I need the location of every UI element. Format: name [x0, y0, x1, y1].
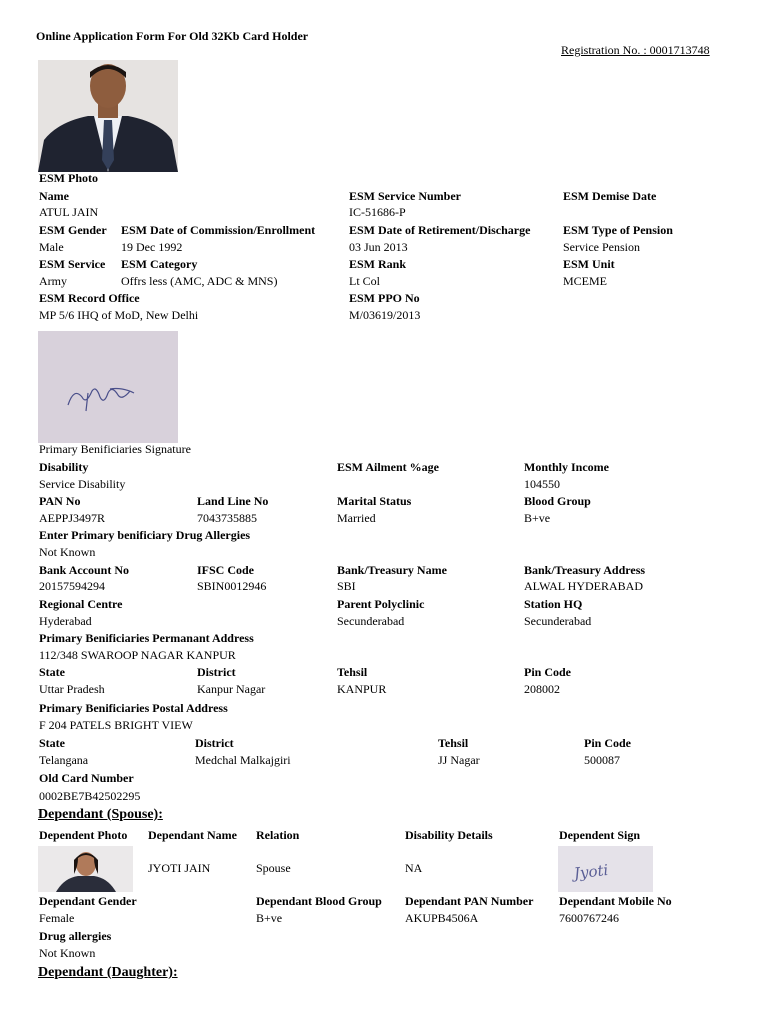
perm-state-label: State	[39, 665, 65, 679]
postal-state-label: State	[39, 736, 65, 750]
pan-value: AEPPJ3497R	[39, 511, 106, 525]
postal-address-label: Primary Benificiaries Postal Address	[39, 701, 228, 715]
dependent-photo-label: Dependent Photo	[39, 828, 128, 842]
ppo-no-value: M/03619/2013	[349, 308, 421, 322]
relation-value: Spouse	[256, 861, 291, 875]
perm-pin-value: 208002	[524, 682, 560, 696]
old-card-value: 0002BE7B42502295	[39, 789, 141, 803]
service-value: Army	[39, 274, 67, 288]
dependant-mobile-value: 7600767246	[559, 911, 619, 925]
primary-signature-image	[38, 331, 178, 443]
dependant-pan-value: AKUPB4506A	[405, 911, 479, 925]
esm-photo-label: ESM Photo	[39, 171, 99, 185]
income-value: 104550	[524, 477, 560, 491]
disability-value: Service Disability	[39, 477, 126, 491]
rank-label: ESM Rank	[349, 257, 407, 271]
income-label: Monthly Income	[524, 460, 609, 474]
perm-pin-label: Pin Code	[524, 665, 572, 679]
esm-photo	[38, 60, 178, 172]
allergies-label: Enter Primary benificiary Drug Allergies	[39, 528, 251, 542]
dependant-gender-value: Female	[39, 911, 75, 925]
record-office-value: MP 5/6 IHQ of MoD, New Delhi	[39, 308, 199, 322]
postal-state-value: Telangana	[39, 753, 89, 767]
dependent-signature-text: Jyoti	[573, 860, 610, 883]
postal-pin-label: Pin Code	[584, 736, 632, 750]
category-label: ESM Category	[121, 257, 198, 271]
disability-details-value: NA	[405, 861, 423, 875]
gender-value: Male	[39, 240, 64, 254]
record-office-label: ESM Record Office	[39, 291, 140, 305]
name-label: Name	[39, 189, 69, 203]
marital-value: Married	[337, 511, 376, 525]
page-title: Online Application Form For Old 32Kb Card Holder	[36, 29, 309, 43]
retirement-date-label: ESM Date of Retirement/Discharge	[349, 223, 531, 237]
postal-tehsil-value: JJ Nagar	[438, 753, 480, 767]
landline-label: Land Line No	[197, 494, 269, 508]
daughter-heading: Dependant (Daughter):	[38, 965, 178, 980]
dependant-blood-label: Dependant Blood Group	[256, 894, 382, 908]
allergies-value: Not Known	[39, 545, 96, 559]
station-hq-label: Station HQ	[524, 597, 583, 611]
marital-label: Marital Status	[337, 494, 412, 508]
ifsc-label: IFSC Code	[197, 563, 255, 577]
disability-label: Disability	[39, 460, 89, 474]
station-hq-value: Secunderabad	[524, 614, 592, 628]
drug-allergies-value: Not Known	[39, 946, 96, 960]
bank-account-value: 20157594294	[39, 579, 105, 593]
disability-details-label: Disability Details	[405, 828, 493, 842]
perm-tehsil-value: KANPUR	[337, 682, 387, 696]
spouse-heading: Dependant (Spouse):	[38, 807, 163, 822]
postal-district-label: District	[195, 736, 234, 750]
dependant-blood-value: B+ve	[256, 911, 283, 925]
dependent-sign-label: Dependent Sign	[559, 828, 641, 842]
retirement-date-value: 03 Jun 2013	[349, 240, 408, 254]
service-label: ESM Service	[39, 257, 106, 271]
commission-date-label: ESM Date of Commission/Enrollment	[121, 223, 316, 237]
old-card-label: Old Card Number	[39, 771, 134, 785]
polyclinic-value: Secunderabad	[337, 614, 405, 628]
pan-label: PAN No	[39, 494, 81, 508]
regional-centre-value: Hyderabad	[39, 614, 92, 628]
postal-address-value: F 204 PATELS BRIGHT VIEW	[39, 718, 193, 732]
service-number-value: IC-51686-P	[349, 205, 406, 219]
polyclinic-label: Parent Polyclinic	[337, 597, 425, 611]
commission-date-value: 19 Dec 1992	[121, 240, 183, 254]
dependant-name-label: Dependant Name	[148, 828, 237, 842]
category-value: Offrs less (AMC, ADC & MNS)	[121, 274, 278, 288]
pension-type-value: Service Pension	[563, 240, 640, 254]
perm-address-value: 112/348 SWAROOP NAGAR KANPUR	[39, 648, 236, 662]
bank-address-value: ALWAL HYDERABAD	[524, 579, 643, 593]
dependant-mobile-label: Dependant Mobile No	[559, 894, 672, 908]
rank-value: Lt Col	[349, 274, 381, 288]
perm-address-label: Primary Benificiaries Permanant Address	[39, 631, 254, 645]
dependant-gender-label: Dependant Gender	[39, 894, 137, 908]
perm-district-label: District	[197, 665, 236, 679]
landline-value: 7043735885	[197, 511, 257, 525]
postal-pin-value: 500087	[584, 753, 620, 767]
name-value: ATUL JAIN	[39, 205, 99, 219]
blood-label: Blood Group	[524, 494, 591, 508]
postal-district-value: Medchal Malkajgiri	[195, 753, 291, 767]
drug-allergies-label: Drug allergies	[39, 929, 112, 943]
ifsc-value: SBIN0012946	[197, 579, 267, 593]
perm-state-value: Uttar Pradesh	[39, 682, 105, 696]
unit-value: MCEME	[563, 274, 608, 288]
ailment-label: ESM Ailment %age	[337, 460, 439, 474]
regional-centre-label: Regional Centre	[39, 597, 123, 611]
blood-value: B+ve	[524, 511, 551, 525]
pension-type-label: ESM Type of Pension	[563, 223, 673, 237]
dependant-name-value: JYOTI JAIN	[148, 861, 211, 875]
perm-tehsil-label: Tehsil	[337, 665, 368, 679]
dependant-pan-label: Dependant PAN Number	[405, 894, 534, 908]
dependent-signature-image	[558, 846, 653, 892]
primary-signature-label: Primary Benificiaries Signature	[39, 442, 191, 456]
postal-tehsil-label: Tehsil	[438, 736, 469, 750]
bank-account-label: Bank Account No	[39, 563, 130, 577]
bank-name-value: SBI	[337, 579, 356, 593]
relation-label: Relation	[256, 828, 300, 842]
ppo-no-label: ESM PPO No	[349, 291, 420, 305]
service-number-label: ESM Service Number	[349, 189, 461, 203]
unit-label: ESM Unit	[563, 257, 615, 271]
bank-address-label: Bank/Treasury Address	[524, 563, 646, 577]
demise-date-label: ESM Demise Date	[563, 189, 657, 203]
perm-district-value: Kanpur Nagar	[197, 682, 266, 696]
bank-name-label: Bank/Treasury Name	[337, 563, 447, 577]
dependent-photo	[38, 846, 133, 892]
registration-number: Registration No. : 0001713748	[561, 43, 710, 57]
gender-label: ESM Gender	[39, 223, 107, 237]
